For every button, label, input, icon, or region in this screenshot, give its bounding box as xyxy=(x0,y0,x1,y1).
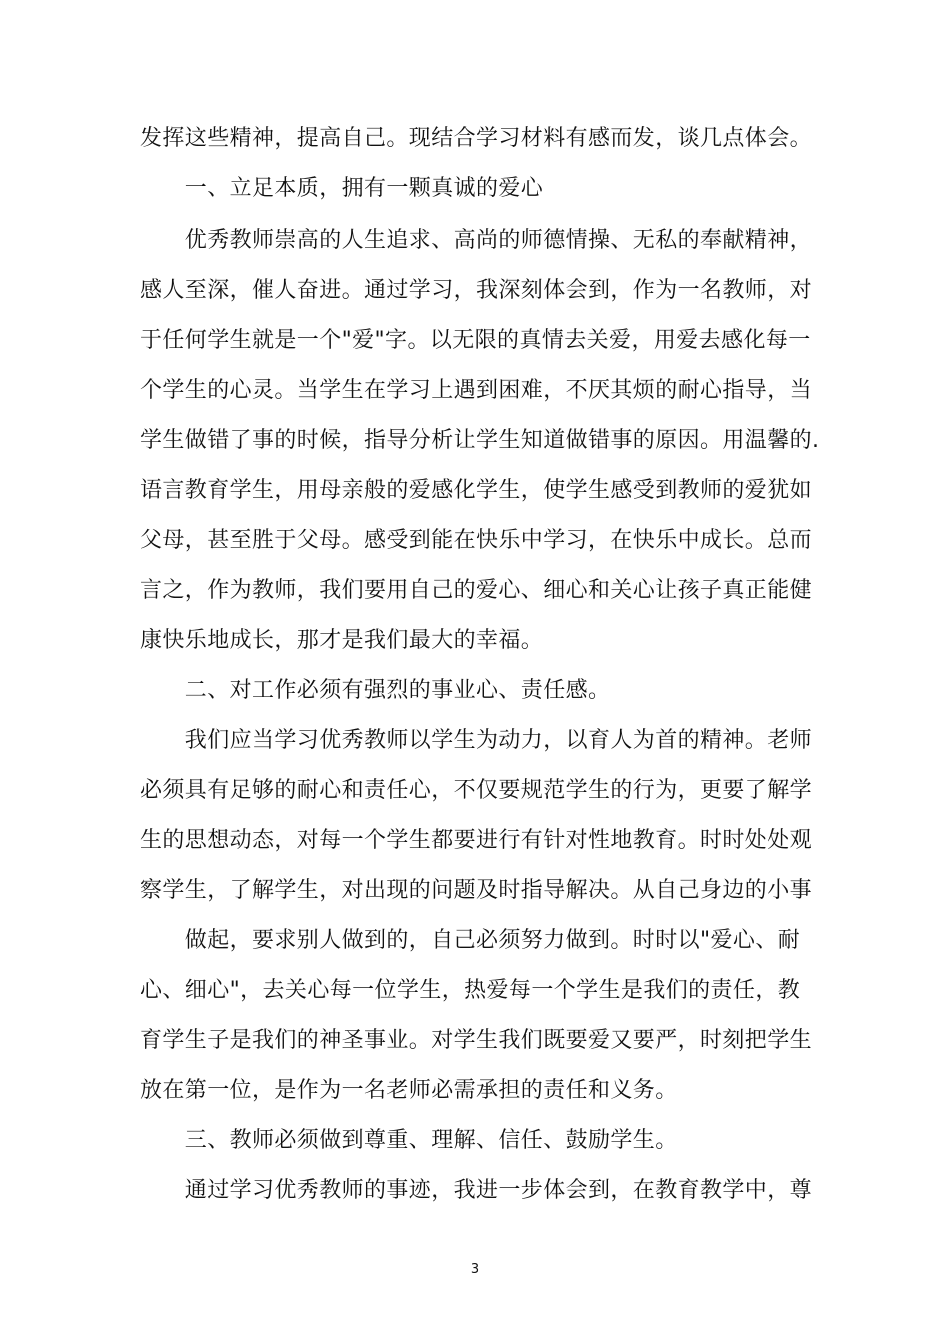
text-line: 察学生，了解学生，对出现的问题及时指导解决。从自己身边的小事 xyxy=(140,878,813,903)
text-line: 放在第一位，是作为一名老师必需承担的责任和义务。 xyxy=(140,1078,678,1103)
text-line: 语言教育学生，用母亲般的爱感化学生，使学生感受到教师的爱犹如 xyxy=(140,478,813,503)
text-line: 优秀教师崇高的人生追求、高尚的师德情操、无私的奉献精神， xyxy=(140,228,813,253)
text-line: 言之，作为教师，我们要用自己的爱心、细心和关心让孩子真正能健 xyxy=(140,578,813,603)
text-line: 育学生子是我们的神圣事业。对学生我们既要爱又要严，时刻把学生 xyxy=(140,1028,813,1053)
text-line: 我们应当学习优秀教师以学生为动力，以育人为首的精神。老师 xyxy=(140,728,813,753)
section-heading: 一、立足本质，拥有一颗真诚的爱心 xyxy=(140,176,544,201)
text-line: 父母，甚至胜于父母。感受到能在快乐中学习，在快乐中成长。总而 xyxy=(140,528,813,553)
text-line: 学生做错了事的时候，指导分析让学生知道做错事的原因。用温馨的. xyxy=(140,428,820,453)
text-line: 康快乐地成长，那才是我们最大的幸福。 xyxy=(140,628,544,653)
section-heading: 三、教师必须做到尊重、理解、信任、鼓励学生。 xyxy=(140,1128,678,1153)
text-line: 于任何学生就是一个"爱"字。以无限的真情去关爱，用爱去感化每一 xyxy=(140,328,811,353)
text-line: 通过学习优秀教师的事迹，我进一步体会到，在教育教学中，尊 xyxy=(140,1178,813,1203)
page-number: 3 xyxy=(470,1262,480,1277)
text-line: 发挥这些精神，提高自己。现结合学习材料有感而发，谈几点体会。 xyxy=(140,126,813,151)
text-line: 感人至深，催人奋进。通过学习，我深刻体会到，作为一名教师，对 xyxy=(140,278,813,303)
text-line: 心、细心"，去关心每一位学生，热爱每一个学生是我们的责任，教 xyxy=(140,978,801,1003)
text-line: 必须具有足够的耐心和责任心，不仅要规范学生的行为，更要了解学 xyxy=(140,778,813,803)
section-heading: 二、对工作必须有强烈的事业心、责任感。 xyxy=(140,678,611,703)
text-line: 做起，要求别人做到的，自己必须努力做到。时时以"爱心、耐 xyxy=(140,928,801,953)
text-line: 个学生的心灵。当学生在学习上遇到困难，不厌其烦的耐心指导，当 xyxy=(140,378,813,403)
text-line: 生的思想动态，对每一个学生都要进行有针对性地教育。时时处处观 xyxy=(140,828,813,853)
